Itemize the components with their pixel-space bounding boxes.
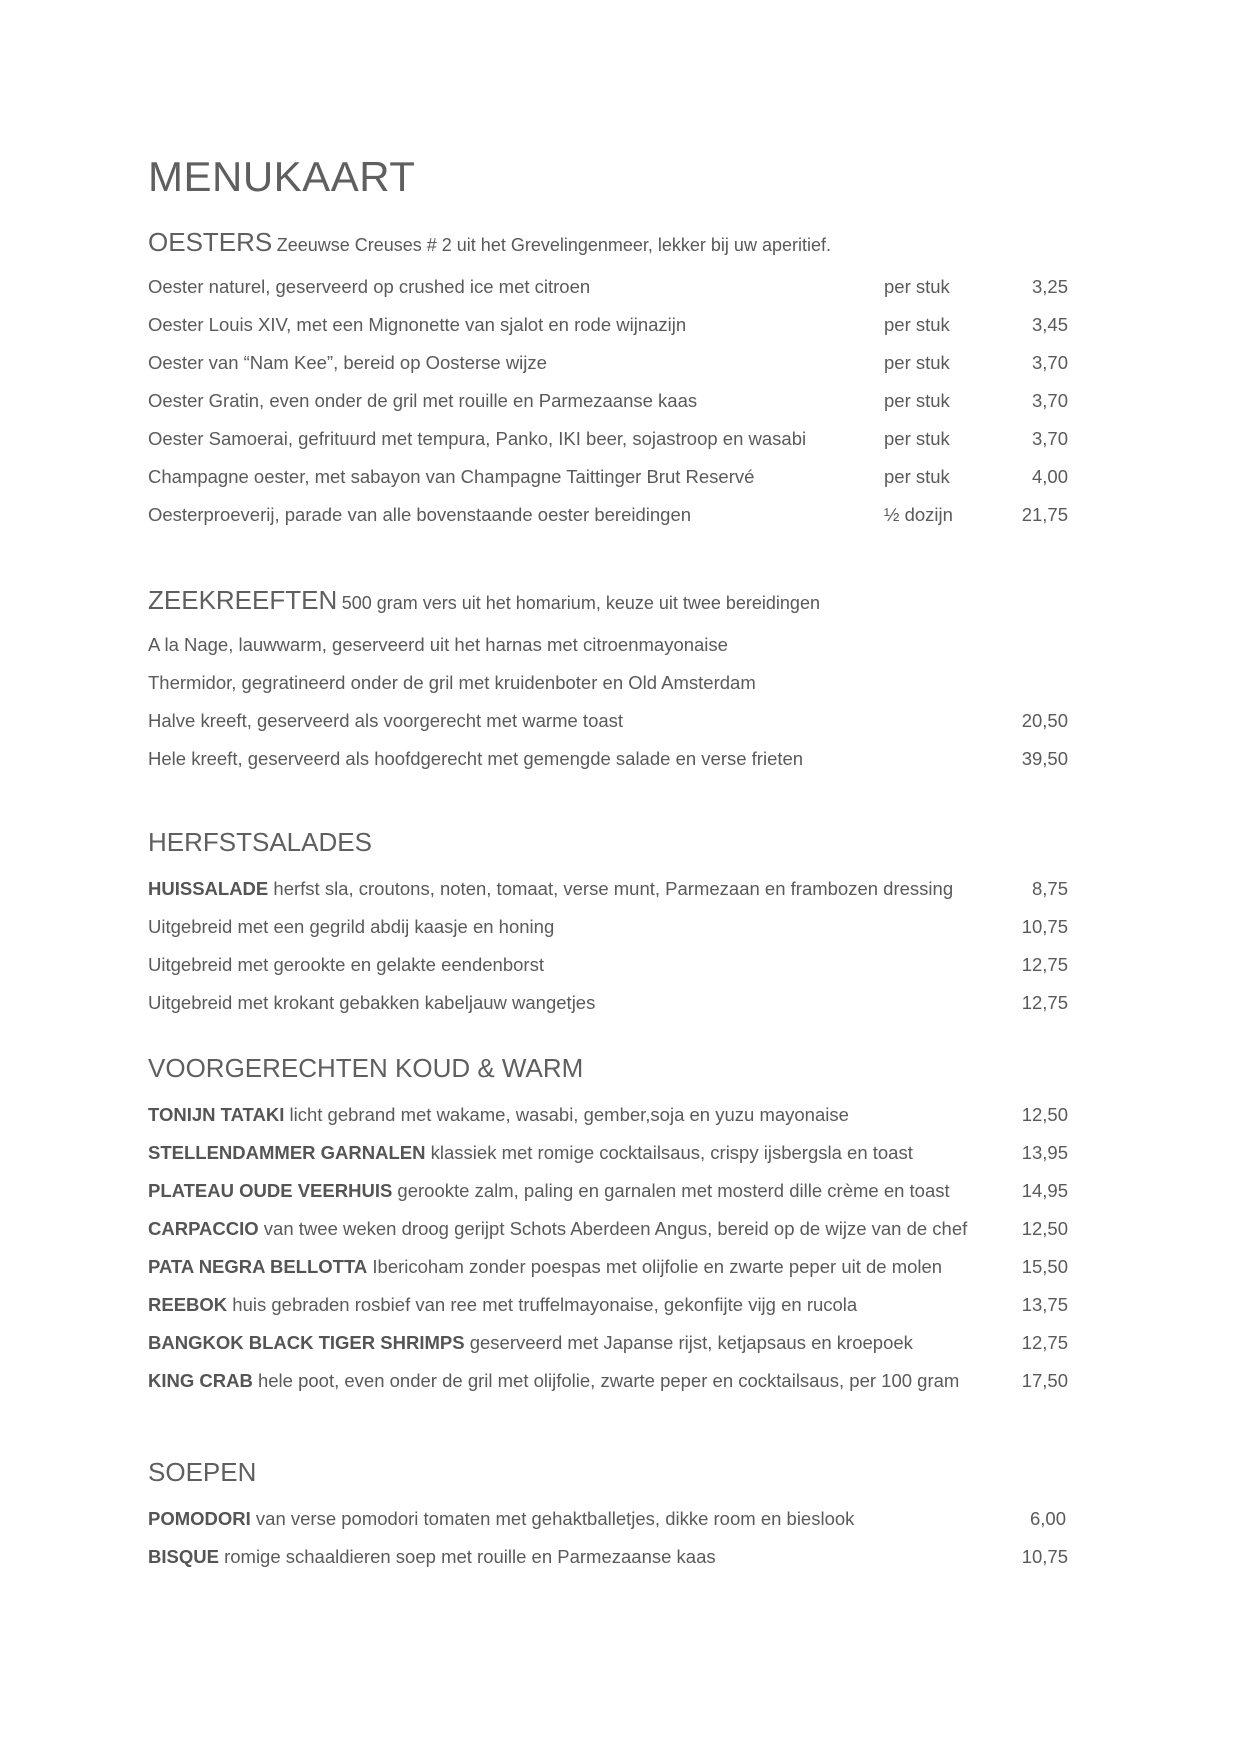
item-unit: ½ dozijn (884, 504, 953, 525)
item-price: 3,45 (1031, 314, 1068, 335)
item-price: 12,75 (1021, 1332, 1068, 1353)
item-description: Oester Gratin, even onder de gril met rouille en Parmezaanse kaas (148, 390, 698, 411)
item-name: PATA NEGRA BELLOTTA (148, 1256, 368, 1277)
item-text: licht gebrand met wakame, wasabi, gember,soja en yuzu mayonaise (284, 1104, 849, 1125)
item-price: 3,70 (1031, 390, 1068, 411)
item-description: Oester naturel, geserveerd op crushed ice met citroen (148, 276, 591, 297)
item-price: 10,75 (1021, 1546, 1068, 1567)
item-price: 3,70 (1031, 352, 1068, 373)
item-price: 13,75 (1021, 1294, 1068, 1315)
menu-item (148, 1362, 1088, 1400)
section-title: HERFSTSALADES (148, 827, 372, 857)
item-text: van verse pomodori tomaten met gehaktballetjes, dikke room en bieslook (250, 1508, 855, 1529)
item-price: 17,50 (1021, 1370, 1068, 1391)
menu-item (148, 306, 1088, 344)
section-title: OESTERS (148, 227, 273, 257)
menu-item (148, 908, 1088, 946)
item-unit: per stuk (884, 428, 950, 449)
item-text: geserveerd met Japanse rijst, ketjapsaus en kroepoek (464, 1332, 913, 1353)
item-description: Halve kreeft, geserveerd als voorgerecht met warme toast (148, 710, 624, 731)
menu-item (148, 496, 1088, 534)
section-oesters (148, 222, 1088, 534)
item-description: A la Nage, lauwwarm, geserveerd uit het harnas met citroenmayonaise (148, 634, 728, 655)
item-price: 8,75 (1031, 878, 1068, 899)
section-title: VOORGERECHTEN KOUD & WARM (148, 1053, 584, 1083)
section-title: SOEPEN (148, 1457, 257, 1487)
item-text: herfst sla, croutons, noten, tomaat, verse munt, Parmezaan en frambozen dressing (268, 878, 954, 899)
section-header (148, 222, 1088, 262)
menu-item (148, 1248, 1088, 1286)
item-price: 12,50 (1021, 1218, 1068, 1239)
item-price: 10,75 (1021, 916, 1068, 937)
item-unit: per stuk (884, 466, 950, 487)
menu-item (148, 420, 1088, 458)
menu-item (148, 1096, 1088, 1134)
item-name: CARPACCIO (148, 1218, 259, 1239)
item-description: Hele kreeft, geserveerd als hoofdgerecht met gemengde salade en verse frieten (148, 748, 804, 769)
item-description (148, 1362, 959, 1400)
item-description: Oester van “Nam Kee”, bereid op Oosterse wijze (148, 352, 547, 373)
section-zeekreeften (148, 580, 1088, 778)
item-price: 12,75 (1021, 954, 1068, 975)
item-name: HUISSALADE (148, 878, 269, 899)
menu-item (148, 458, 1088, 496)
section-header (148, 1452, 1088, 1492)
item-description: Oester Samoerai, gefrituurd met tempura, Panko, IKI beer, sojastroop en wasabi (148, 428, 807, 449)
menu-item (148, 702, 1088, 740)
item-text: Ibericoham zonder poespas met olijfolie en zwarte peper uit de molen (367, 1256, 943, 1277)
item-price: 4,00 (1031, 466, 1068, 487)
item-description (148, 1172, 950, 1210)
item-unit: per stuk (884, 314, 950, 335)
item-text: huis gebraden rosbief van ree met truffelmayonaise, gekonfijte vijg en rucola (227, 1294, 858, 1315)
item-description: Uitgebreid met gerookte en gelakte eendenborst (148, 954, 544, 975)
item-price: 3,25 (1031, 276, 1068, 297)
item-description (148, 870, 953, 908)
item-text: romige schaaldieren soep met rouille en Parmezaanse kaas (218, 1546, 716, 1567)
item-price: 3,70 (1031, 428, 1068, 449)
item-name: BANGKOK BLACK TIGER SHRIMPS (148, 1332, 465, 1353)
item-text: klassiek met romige cocktailsaus, crispy ijsbergsla en toast (425, 1142, 913, 1163)
item-text: van twee weken droog gerijpt Schots Aberdeen Angus, bereid op de wijze van de chef (258, 1218, 968, 1239)
item-price: 14,95 (1021, 1180, 1068, 1201)
item-name: PLATEAU OUDE VEERHUIS (148, 1180, 393, 1201)
menu-item (148, 344, 1088, 382)
item-price: 20,50 (1021, 710, 1068, 731)
item-price: 15,50 (1021, 1256, 1068, 1277)
item-unit: per stuk (884, 352, 950, 373)
item-description (148, 1286, 857, 1324)
menu-item (148, 1172, 1088, 1210)
item-description: Oester Louis XIV, met een Mignonette van sjalot en rode wijnazijn (148, 314, 687, 335)
item-description: Thermidor, gegratineerd onder de gril met kruidenboter en Old Amsterdam (148, 672, 756, 693)
item-name: KING CRAB (148, 1370, 253, 1391)
item-price: 6,00 (1030, 1508, 1067, 1529)
menu-item (148, 870, 1088, 908)
section-subtitle: 500 gram vers uit het homarium, keuze uit twee bereidingen (341, 593, 820, 613)
menu-item (148, 1286, 1088, 1324)
menu-item (148, 984, 1088, 1022)
item-price: 21,75 (1021, 504, 1068, 525)
page-title: MENUKAART (148, 153, 416, 200)
item-description (148, 1134, 913, 1172)
item-price: 12,50 (1021, 1104, 1068, 1125)
section-header (148, 822, 1088, 862)
item-price: 13,95 (1021, 1142, 1068, 1163)
section-soepen (148, 1452, 1088, 1576)
item-description (148, 1248, 942, 1286)
item-description (148, 1096, 849, 1134)
item-description: Champagne oester, met sabayon van Champagne Taittinger Brut Reservé (148, 466, 755, 487)
menu-item (148, 1134, 1088, 1172)
item-price: 12,75 (1021, 992, 1068, 1013)
menu-item (148, 740, 1088, 778)
menu-item (148, 382, 1088, 420)
item-description (148, 1538, 716, 1576)
menu-item (148, 1324, 1088, 1362)
item-description: Oesterproeverij, parade van alle bovenstaande oester bereidingen (148, 504, 692, 525)
section-herfstsalades (148, 822, 1088, 1022)
section-subtitle: Zeeuwse Creuses # 2 uit het Grevelingenmeer, lekker bij uw aperitief. (276, 235, 831, 255)
item-unit: per stuk (884, 390, 950, 411)
menu-item (148, 946, 1088, 984)
menu-item (148, 1210, 1088, 1248)
menu-item (148, 268, 1088, 306)
item-description: Uitgebreid met een gegrild abdij kaasje en honing (148, 916, 555, 937)
item-name: REEBOK (148, 1294, 228, 1315)
item-name: POMODORI (148, 1508, 251, 1529)
item-unit: per stuk (884, 276, 950, 297)
menu-item (148, 626, 1088, 664)
item-description (148, 1324, 913, 1362)
section-header (148, 1048, 1088, 1088)
item-text: gerookte zalm, paling en garnalen met mosterd dille crème en toast (392, 1180, 950, 1201)
menu-item (148, 664, 1088, 702)
section-header (148, 580, 1088, 620)
section-title: ZEEKREEFTEN (148, 585, 338, 615)
section-voorgerechten (148, 1048, 1088, 1400)
item-text: hele poot, even onder de gril met olijfolie, zwarte peper en cocktailsaus, per 100 gram (252, 1370, 960, 1391)
menu-item (148, 1500, 1088, 1538)
item-name: BISQUE (148, 1546, 219, 1567)
item-description: Uitgebreid met krokant gebakken kabeljauw wangetjes (148, 992, 596, 1013)
item-description (148, 1500, 854, 1538)
item-name: STELLENDAMMER GARNALEN (148, 1142, 426, 1163)
menu-item (148, 1538, 1088, 1576)
item-price: 39,50 (1021, 748, 1068, 769)
item-name: TONIJN TATAKI (148, 1104, 285, 1125)
item-description (148, 1210, 967, 1248)
